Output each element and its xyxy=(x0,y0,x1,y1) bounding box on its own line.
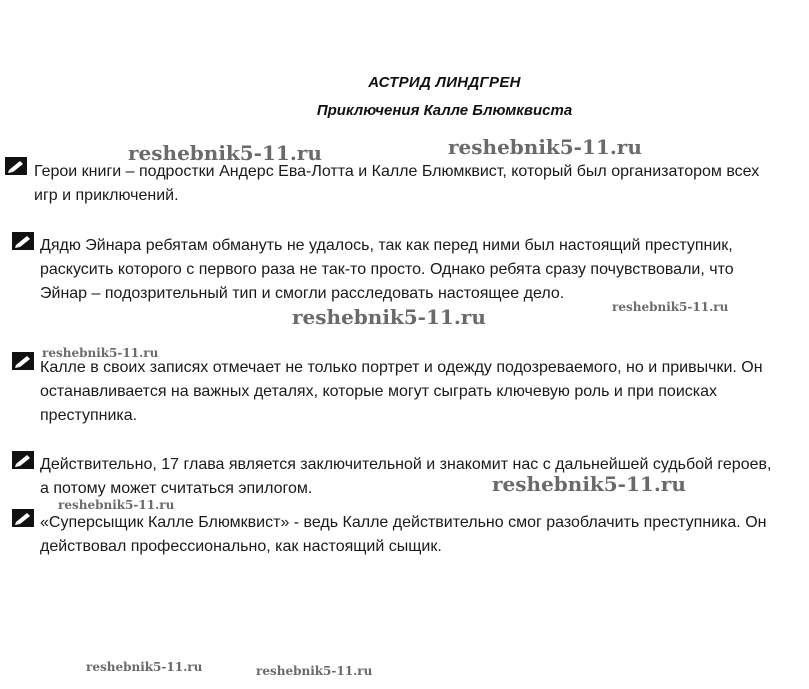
paragraph-3: Калле в своих записях отмечает не только портрет и одежду подозреваемого, но и привычки. Он останавливается на важных деталях, которые могут сыграть ключевую роль и при поисках преступника. xyxy=(40,359,763,424)
pen-nib-icon xyxy=(12,509,34,527)
watermark: reshebnik5-11.ru xyxy=(612,300,729,314)
watermark: reshebnik5-11.ru xyxy=(492,472,686,496)
watermark: reshebnik5-11.ru xyxy=(86,660,203,674)
watermark: reshebnik5-11.ru xyxy=(58,498,175,512)
document-title: Приключения Калле Блюмквиста xyxy=(316,102,573,119)
paragraph-1: Герои книги – подростки Андерс Ева-Лотта и Калле Блюмквист, который был организатором всех игр и приключений. xyxy=(34,163,760,204)
pen-nib-icon xyxy=(12,451,34,469)
pen-nib-icon xyxy=(12,232,34,250)
watermark: reshebnik5-11.ru xyxy=(448,135,642,159)
paragraph-4: Действительно, 17 глава является заключительной и знакомит нас с дальнейшей судьбой героев, а потому может считаться эпилогом. xyxy=(40,456,772,497)
paragraph-5: «Суперсыщик Калле Блюмквист» - ведь Калле действительно смог разоблачить преступника. Он действовал профессионально, как настоящий сыщик. xyxy=(40,514,767,555)
watermark: reshebnik5-11.ru xyxy=(256,664,373,678)
paragraph-2: Дядю Эйнара ребятам обмануть не удалось, так как перед ними был настоящий преступник, раскусить которого с первого раза не так-то просто. Однако ребята сразу почувствовали, что Эйнар – подозрительный тип и смогли расследовать настоящее дело. xyxy=(40,237,734,302)
watermark: reshebnik5-11.ru xyxy=(128,141,322,165)
pen-nib-icon xyxy=(5,157,27,175)
document-author: АСТРИД ЛИНДГРЕН xyxy=(368,74,521,91)
watermark: reshebnik5-11.ru xyxy=(42,346,159,360)
watermark: reshebnik5-11.ru xyxy=(292,305,486,329)
pen-nib-icon xyxy=(12,352,34,370)
